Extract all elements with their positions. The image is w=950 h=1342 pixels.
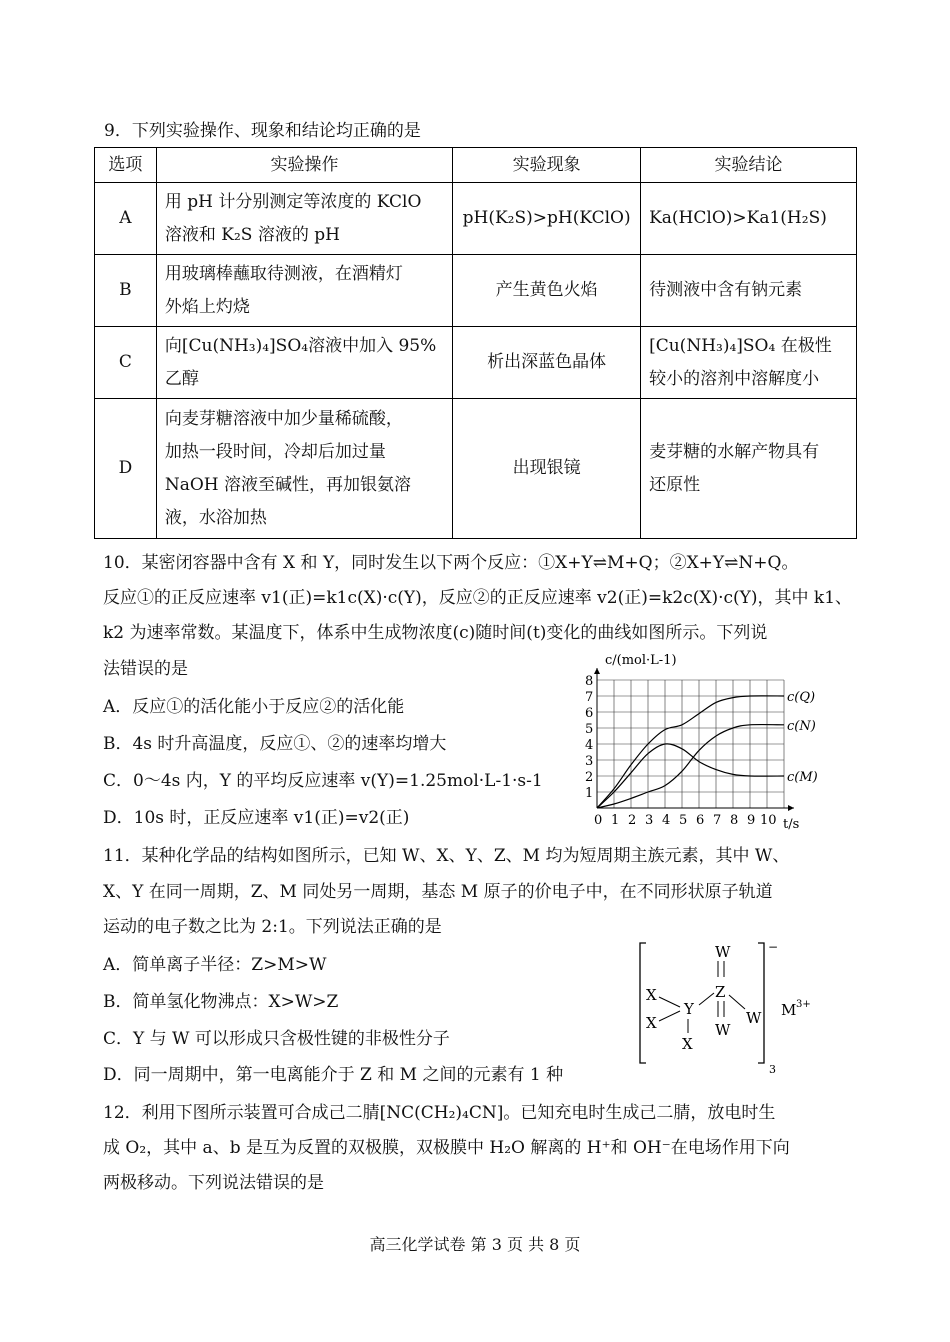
q10-stem-line: 反应①的正反应速率 v1(正)=k1c(X)·c(Y)，反应②的正反应速率 v2(正)=k2c(X)·c(Y)，其中 k1、 [103, 588, 853, 608]
y-tick-label: 3 [585, 754, 594, 769]
x-tick-label: 9 [747, 813, 756, 828]
atom-x-bottom: X [682, 1035, 693, 1053]
single-bond [699, 993, 714, 1005]
q12-stem-line: 两极移动。下列说法错误的是 [103, 1173, 324, 1193]
x-tick-label: 4 [662, 813, 671, 828]
row-label: C [95, 327, 157, 399]
table-row [95, 183, 857, 255]
conclusion-line: 还原性 [649, 474, 701, 495]
q12-stem-line: 成 O₂，其中 a、b 是互为反置的双极膜，双极膜中 H₂O 解离的 H⁺和 OH⁻在电场作用下向 [103, 1138, 790, 1158]
operation-line: 向[Cu(NH₃)₄]SO₄溶液中加入 95% [164, 335, 437, 356]
conclusion-line: Ka(HClO)>Ka1(H₂S) [649, 208, 827, 228]
x-tick-label: 5 [679, 813, 688, 828]
chart-grid [597, 680, 784, 808]
molecular-structure-diagram [632, 937, 837, 1077]
row-operation [156, 183, 452, 255]
atom-y: Y [684, 1000, 694, 1018]
atom-x-lower: X [646, 1014, 657, 1032]
header-operation: 实验操作 [156, 148, 452, 183]
row-conclusion [641, 399, 857, 539]
chart-y-label: c/(mol·L-1) [605, 653, 677, 668]
q10-option-c: C．0～4s 内，Y 的平均反应速率 v(Y)=1.25mol·L-1·s-1 [103, 771, 543, 791]
concentration-time-chart [575, 648, 835, 833]
header-phenomenon: 实验现象 [453, 148, 641, 183]
operation-line: 向麦芽糖溶液中加少量稀硫酸， [164, 408, 403, 429]
q11-stem-line: X、Y 在同一周期，Z、M 同处另一周期，基态 M 原子的价电子中，在不同形状原子轨道 [103, 882, 773, 902]
q11-stem-line: 11．某种化学品的结构如图所示，已知 W、X、Y、Z、M 均为短周期主族元素，其中 W、 [103, 846, 790, 866]
x-tick-label: 3 [645, 813, 654, 828]
atom-x-upper: X [646, 986, 657, 1004]
single-bond [659, 997, 680, 1007]
single-bond [659, 1011, 680, 1021]
q10-stem-line: 法错误的是 [103, 659, 188, 679]
y-tick-label: 2 [585, 770, 594, 785]
row-conclusion [641, 183, 857, 255]
y-tick-label: 4 [585, 738, 594, 753]
series-line-cQ [597, 696, 784, 808]
x-tick-label: 10 [760, 813, 777, 828]
x-tick-label: 6 [696, 813, 705, 828]
series-label: c(N) [787, 718, 816, 734]
q10-stem-line: 10．某密闭容器中含有 X 和 Y，同时发生以下两个反应：①X+Y⇌M+Q；②X+Y⇌N+Q。 [103, 553, 799, 573]
q11-option-d: D．同一周期中，第一电离能介于 Z 和 M 之间的元素有 1 种 [103, 1065, 564, 1085]
operation-line: 用 pH 计分别测定等浓度的 KClO [164, 191, 422, 212]
table-row [95, 327, 857, 399]
row-label: A [95, 183, 157, 255]
operation-line: 液，水浴加热 [164, 507, 267, 528]
atom-z: Z [715, 983, 726, 1001]
header-option: 选项 [95, 148, 157, 183]
operation-line: 用玻璃棒蘸取待测液，在酒精灯 [164, 263, 403, 284]
row-label: D [95, 399, 157, 539]
anion-count: 3 [769, 1063, 776, 1076]
operation-line: 外焰上灼烧 [164, 296, 250, 317]
operation-line: 溶液和 K₂S 溶液的 pH [164, 224, 340, 245]
x-tick-label: 1 [611, 813, 620, 828]
q10-option-d: D．10s 时，正反应速率 v1(正)=v2(正) [103, 808, 410, 828]
q10-stem-line: k2 为速率常数。某温度下，体系中生成物浓度(c)随时间(t)变化的曲线如图所示。下列说 [103, 623, 768, 643]
row-phenomenon: 析出深蓝色晶体 [453, 327, 641, 399]
chart-x-label: t/s [783, 817, 800, 832]
q9-table [94, 147, 857, 539]
conclusion-line: [Cu(NH₃)₄]SO₄ 在极性 [649, 335, 832, 356]
table-row [95, 399, 857, 539]
row-operation [156, 399, 452, 539]
operation-line: 加热一段时间，冷却后加过量 [164, 441, 386, 462]
chart-axes [594, 668, 794, 811]
q11-option-a: A．简单离子半径：Z>M>W [103, 955, 327, 975]
q11-option-c: C．Y 与 W 可以形成只含极性键的非极性分子 [103, 1029, 450, 1049]
page-footer: 高三化学试卷 第 3 页 共 8 页 [369, 1235, 581, 1254]
x-tick-label: 8 [730, 813, 739, 828]
y-tick-label: 6 [585, 706, 594, 721]
q10-option-b: B．4s 时升高温度，反应①、②的速率均增大 [103, 734, 447, 754]
atom-w-top: W [715, 943, 731, 961]
table-row [95, 255, 857, 327]
atom-w-bottom: W [715, 1021, 731, 1039]
row-operation [156, 327, 452, 399]
single-bond [729, 995, 745, 1009]
series-line-cN [597, 725, 784, 808]
chart-series [597, 690, 818, 808]
row-phenomenon: pH(K₂S)>pH(KClO) [453, 183, 641, 255]
q12-stem-line: 12．利用下图所示装置可合成己二腈[NC(CH₂)₄CN]。已知充电时生成己二腈，放电时生 [103, 1103, 776, 1123]
y-tick-label: 5 [585, 722, 594, 737]
row-conclusion [641, 255, 857, 327]
q11-option-b: B．简单氢化物沸点：X>W>Z [103, 992, 339, 1012]
cation-charge: 3+ [796, 999, 811, 1010]
q11-stem-line: 运动的电子数之比为 2:1。下列说法正确的是 [103, 917, 442, 937]
conclusion-line: 待测液中含有钠元素 [649, 280, 803, 300]
header-conclusion: 实验结论 [641, 148, 857, 183]
series-label: c(Q) [787, 690, 816, 705]
row-conclusion [641, 327, 857, 399]
x-tick-label: 7 [713, 813, 722, 828]
operation-line: 乙醇 [164, 368, 199, 389]
x-axis-arrow [788, 805, 794, 811]
right-bracket [758, 943, 764, 1063]
row-operation [156, 255, 452, 327]
y-axis-arrow [594, 668, 600, 674]
x-tick-label: 2 [628, 813, 637, 828]
row-phenomenon: 产生黄色火焰 [453, 255, 641, 327]
conclusion-line: 较小的溶剂中溶解度小 [649, 368, 820, 389]
q10-option-a: A．反应①的活化能小于反应②的活化能 [103, 697, 405, 717]
y-tick-label: 7 [585, 690, 594, 705]
row-phenomenon: 出现银镜 [453, 399, 641, 539]
conclusion-line: 麦芽糖的水解产物具有 [649, 441, 820, 462]
table-header-row [95, 148, 857, 183]
x-tick-label: 0 [594, 813, 603, 828]
anion-charge: − [768, 940, 779, 954]
y-tick-label: 1 [585, 786, 594, 801]
q9-stem: 9．下列实验操作、现象和结论均正确的是 [104, 121, 421, 141]
row-label: B [95, 255, 157, 327]
cation-symbol: M [781, 1001, 797, 1019]
series-label: c(M) [787, 770, 818, 785]
operation-line: NaOH 溶液至碱性，再加银氨溶 [164, 474, 412, 495]
y-tick-label: 8 [585, 674, 594, 689]
atom-w-right: W [746, 1009, 762, 1027]
